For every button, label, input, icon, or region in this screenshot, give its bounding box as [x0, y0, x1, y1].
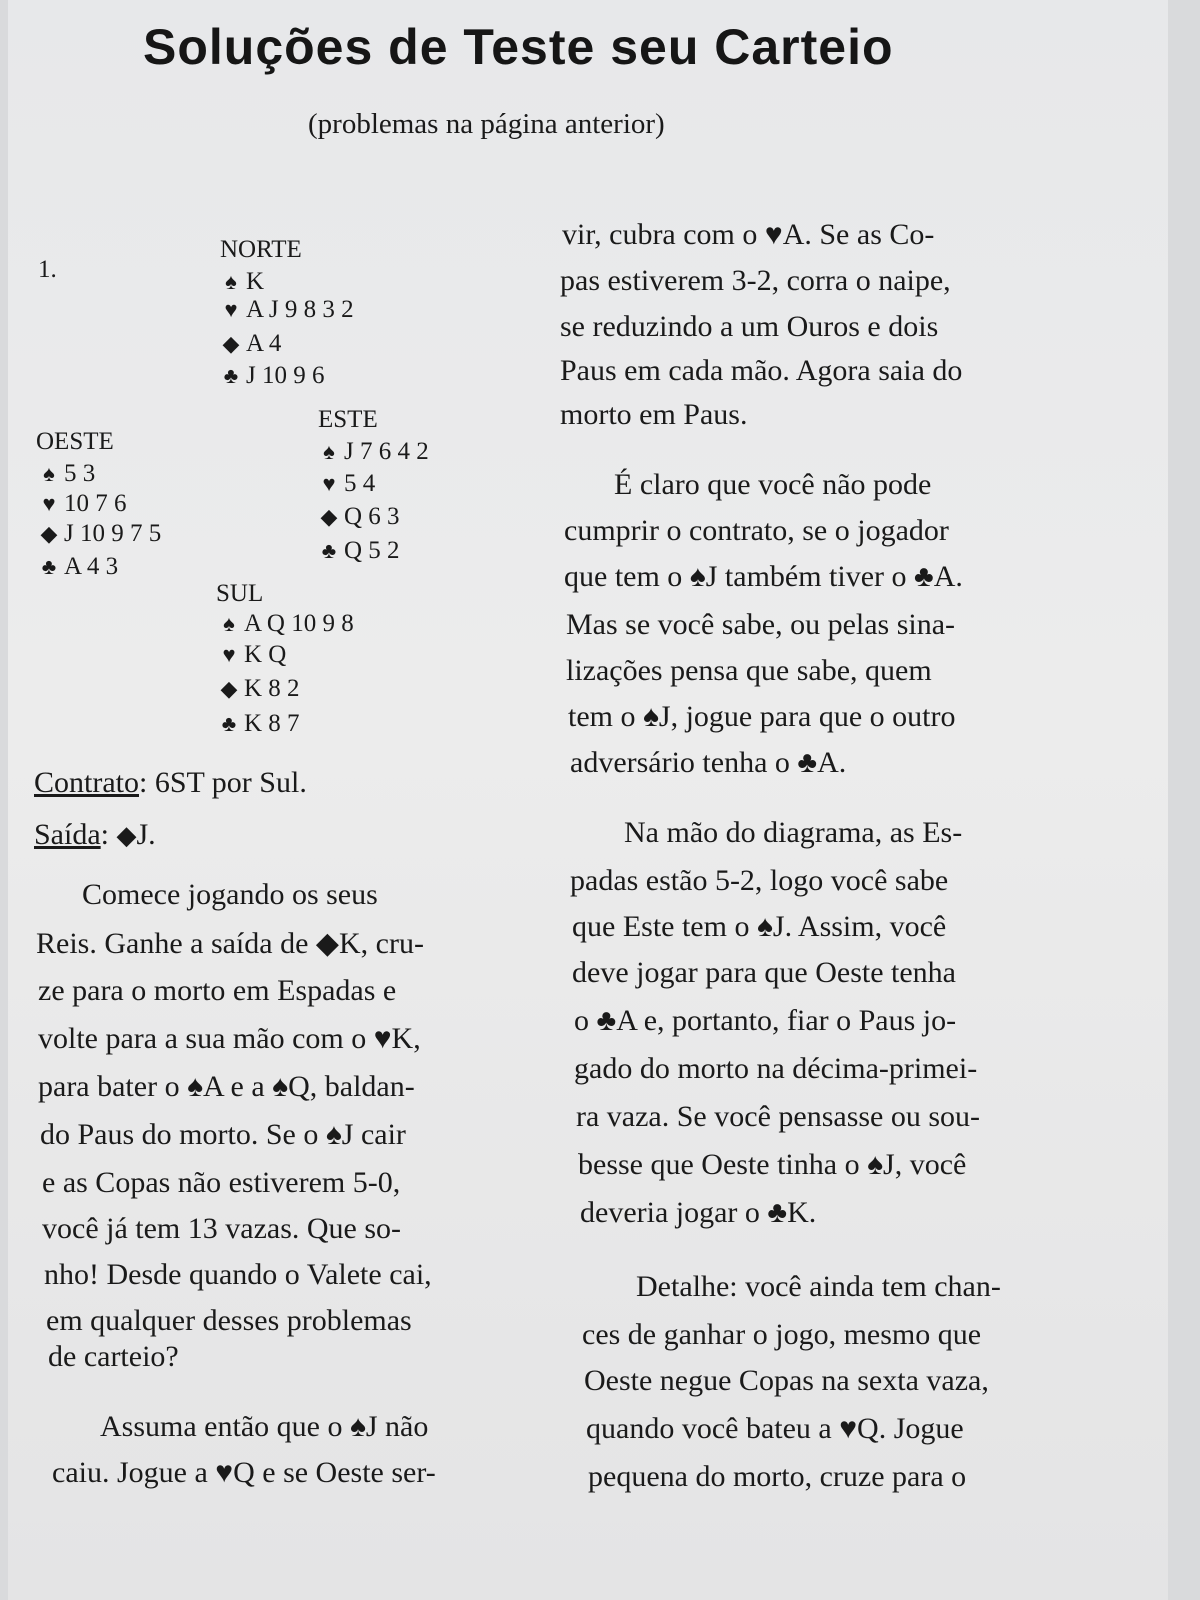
- text-line: caiu. Jogue a ♥Q e se Oeste ser-: [52, 1456, 436, 1489]
- contract-line: [34, 766, 307, 800]
- club-icon: ♣: [223, 363, 239, 388]
- este-hearts: ♥ 5 4: [314, 470, 375, 498]
- text-line: vir, cubra com o ♥A. Se as Co-: [562, 218, 935, 251]
- text-line: besse que Oeste tinha o ♠J, você: [578, 1148, 967, 1181]
- text-line: e as Copas não estiverem 5-0,: [42, 1166, 401, 1199]
- este-clubs: ♣ Q 5 2: [314, 537, 400, 565]
- norte-hearts: ♥ A J 9 8 3 2: [216, 296, 354, 324]
- text-line: Detalhe: você ainda tem chan-: [636, 1270, 1001, 1303]
- diamond-icon: ◆: [222, 331, 240, 356]
- oeste-diamonds: ◆ J 10 9 7 5: [34, 520, 161, 548]
- norte-spades: ♠ K: [216, 268, 264, 296]
- norte-diamonds: ◆ A 4: [216, 330, 281, 358]
- text-line: ces de ganhar o jogo, mesmo que: [582, 1318, 982, 1351]
- text-line: do Paus do morto. Se o ♠J cair: [40, 1118, 406, 1151]
- text-line: quando você bateu a ♥Q. Jogue: [586, 1412, 964, 1445]
- contract-value: : 6ST por Sul.: [139, 766, 307, 799]
- text-line: para bater o ♠A e a ♠Q, baldan-: [38, 1070, 415, 1103]
- oeste-label: OESTE: [36, 428, 114, 455]
- text-line: adversário tenha o ♣A.: [570, 746, 847, 779]
- spade-icon: ♠: [223, 611, 235, 636]
- sul-diamonds: ◆ K 8 2: [214, 675, 300, 703]
- text-line: em qualquer desses problemas: [46, 1304, 412, 1337]
- contract-label: Contrato: [34, 766, 139, 799]
- este-diamonds: ◆ Q 6 3: [314, 503, 400, 531]
- este-label: ESTE: [318, 406, 378, 433]
- lead-label: Saída: [34, 818, 101, 851]
- text-line: volte para a sua mão com o ♥K,: [38, 1022, 421, 1055]
- text-line: Na mão do diagrama, as Es-: [624, 816, 963, 849]
- este-spades: ♠ J 7 6 4 2: [314, 438, 429, 466]
- text-line: cumprir o contrato, se o jogador: [564, 514, 949, 547]
- text-line: se reduzindo a um Ouros e dois: [560, 310, 939, 343]
- diamond-icon: ◆: [320, 504, 338, 529]
- oeste-hearts: ♥ 10 7 6: [34, 490, 127, 518]
- sul-spades: ♠ A Q 10 9 8: [214, 610, 354, 638]
- text-line: o ♣A e, portanto, fiar o Paus jo-: [574, 1004, 957, 1037]
- text-line: nho! Desde quando o Valete cai,: [44, 1258, 432, 1291]
- text-line: pequena do morto, cruze para o: [588, 1460, 967, 1493]
- problem-number: 1.: [38, 256, 57, 283]
- text-line: tem o ♠J, jogue para que o outro: [568, 700, 956, 733]
- text-line: deveria jogar o ♣K.: [580, 1196, 817, 1229]
- text-line: de carteio?: [48, 1340, 179, 1373]
- text-line: Reis. Ganhe a saída de ◆K, cru-: [36, 927, 424, 960]
- norte-label: NORTE: [220, 236, 302, 263]
- club-icon: ♣: [41, 554, 57, 579]
- text-line: pas estiverem 3-2, corra o naipe,: [560, 264, 951, 297]
- oeste-spades: ♠ 5 3: [34, 460, 95, 488]
- text-line: você já tem 13 vazas. Que so-: [42, 1212, 402, 1245]
- diamond-icon: ◆: [116, 821, 137, 850]
- text-line: É claro que você não pode: [614, 468, 932, 501]
- heart-icon: ♥: [322, 471, 336, 496]
- lead-card: J.: [136, 818, 156, 851]
- book-page: [8, 0, 1168, 1600]
- text-line: morto em Paus.: [560, 398, 748, 431]
- diamond-icon: ◆: [220, 676, 238, 701]
- text-line: que Este tem o ♠J. Assim, você: [572, 910, 947, 943]
- text-line: Assuma então que o ♠J não: [100, 1410, 429, 1443]
- sul-label: SUL: [216, 580, 264, 607]
- text-line: ra vaza. Se você pensasse ou sou-: [576, 1100, 981, 1133]
- heart-icon: ♥: [42, 491, 56, 516]
- text-line: deve jogar para que Oeste tenha: [572, 956, 956, 989]
- club-icon: ♣: [221, 711, 237, 736]
- text-line: Mas se você sabe, ou pelas sina-: [566, 608, 956, 641]
- text-line: gado do morto na décima-primei-: [574, 1052, 978, 1085]
- text-line: ze para o morto em Espadas e: [38, 974, 397, 1007]
- text-line: Comece jogando os seus: [82, 878, 378, 911]
- text-line: padas estão 5-2, logo você sabe: [570, 864, 949, 897]
- page-subtitle: (problemas na página anterior): [308, 108, 665, 140]
- spade-icon: ♠: [323, 439, 335, 464]
- sul-hearts: ♥ K Q: [214, 641, 286, 669]
- diamond-icon: ◆: [40, 521, 58, 546]
- spade-icon: ♠: [43, 461, 55, 486]
- club-icon: ♣: [321, 538, 337, 563]
- lead-line: Saída: ◆J.: [34, 818, 156, 851]
- page-title: Soluções de Teste seu Carteio: [143, 19, 894, 75]
- heart-icon: ♥: [224, 297, 238, 322]
- spade-icon: ♠: [225, 269, 237, 294]
- text-line: lizações pensa que sabe, quem: [566, 654, 932, 687]
- text-line: Oeste negue Copas na sexta vaza,: [584, 1364, 989, 1397]
- heart-icon: ♥: [222, 642, 236, 667]
- text-line: que tem o ♠J também tiver o ♣A.: [564, 560, 963, 593]
- norte-clubs: ♣ J 10 9 6: [216, 362, 324, 390]
- oeste-clubs: ♣ A 4 3: [34, 553, 118, 581]
- text-line: Paus em cada mão. Agora saia do: [560, 354, 963, 387]
- sul-clubs: ♣ K 8 7: [214, 710, 300, 738]
